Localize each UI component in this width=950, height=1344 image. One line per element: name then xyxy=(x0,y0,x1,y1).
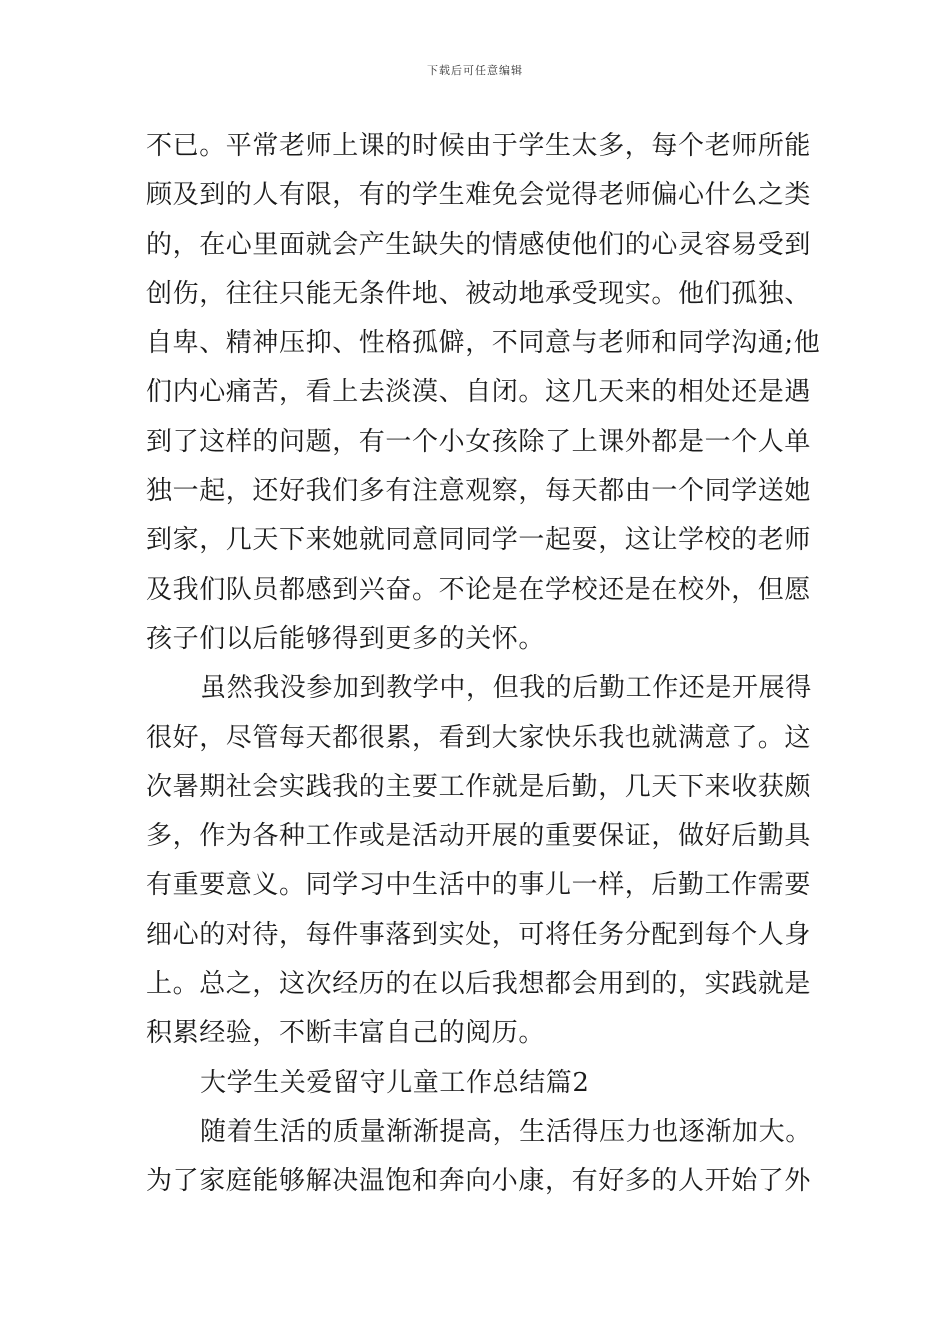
text-line: 为了家庭能够解决温饱和奔向小康，有好多的人开始了外 xyxy=(146,1166,812,1197)
text-line: 顾及到的人有限，有的学生难免会觉得老师偏心什么之类 xyxy=(146,180,812,211)
document-body xyxy=(146,122,821,1207)
text-line: 及我们队员都感到兴奋。不论是在学校还是在校外，但愿 xyxy=(146,574,812,605)
text-line: 到了这样的问题，有一个小女孩除了上课外都是一个人单 xyxy=(146,426,812,457)
text-line: 们内心痛苦，看上去淡漠、自闭。这几天来的相处还是遇 xyxy=(146,377,812,408)
text-line: 自卑、精神压抑、性格孤僻，不同意与老师和同学沟通;他 xyxy=(146,328,821,359)
text-line: 创伤，往往只能无条件地、被动地承受现实。他们孤独、 xyxy=(146,278,812,309)
text-line: 孩子们以后能够得到更多的关怀。 xyxy=(146,623,546,654)
text-line: 上。总之，这次经历的在以后我想都会用到的，实践就是 xyxy=(146,969,812,1000)
text-line: 独一起，还好我们多有注意观察，每天都由一个同学送她 xyxy=(146,476,812,507)
text-line: 的，在心里面就会产生缺失的情感使他们的心灵容易受到 xyxy=(146,229,812,260)
paragraph-start-line: 随着生活的质量渐渐提高，生活得压力也逐渐加大。 xyxy=(200,1116,812,1147)
text-line: 到家，几天下来她就同意同同学一起耍，这让学校的老师 xyxy=(146,525,812,556)
text-line: 不已。平常老师上课的时候由于学生太多，每个老师所能 xyxy=(146,131,812,161)
text-line: 有重要意义。同学习中生活中的事儿一样，后勤工作需要 xyxy=(146,870,812,901)
page-header: 下载后可任意编辑 xyxy=(427,64,523,77)
text-line: 多，作为各种工作或是活动开展的重要保证，做好后勤具 xyxy=(146,821,812,852)
paragraph-start-line: 虽然我没参加到教学中，但我的后勤工作还是开展得 xyxy=(200,673,812,704)
text-line: 积累经验，不断丰富自己的阅历。 xyxy=(146,1018,546,1049)
text-line: 很好，尽管每天都很累，看到大家快乐我也就满意了。这 xyxy=(146,722,812,753)
text-line: 次暑期社会实践我的主要工作就是后勤，几天下来收获颇 xyxy=(146,771,812,802)
section-heading: 大学生关爱留守儿童工作总结篇2 xyxy=(200,1067,590,1098)
text-line: 细心的对待，每件事落到实处，可将任务分配到每个人身 xyxy=(146,919,812,950)
